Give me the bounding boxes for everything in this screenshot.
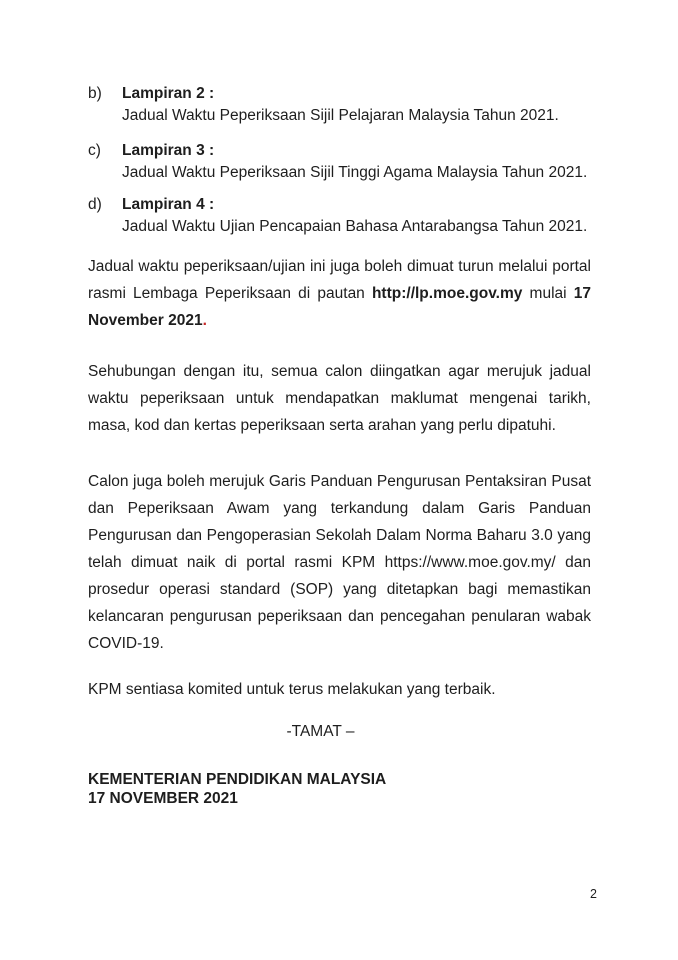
page-number: 2: [590, 887, 597, 901]
attachment-title: Lampiran 2 :: [122, 85, 215, 102]
signature-block: [88, 770, 591, 808]
list-marker: d): [88, 196, 102, 213]
signature-organization: KEMENTERIAN PENDIDIKAN MALAYSIA: [88, 771, 387, 788]
paragraph-guidelines: Calon juga boleh merujuk Garis Panduan Pengurusan Pentaksiran Pusat dan Peperiksaan Awam yang terkandung dalam Garis Panduan Pengurusan dan Pengoperasian Sekolah Dalam Norma Baharu 3.0 yang telah dimuat naik di portal rasmi KPM https://www.moe.gov.my/ dan prosedur operasi standard (SOP) yang ditetapkan bagi memastikan kelancaran pengurusan peperiksaan dan pencegahan penularan wabak COVID-19.: [88, 473, 591, 652]
download-lead-text: Jadual waktu peperiksaan/ujian ini juga boleh dimuat turun melalui portal rasmi Lembaga Peperiksaan di pautan: [88, 258, 591, 302]
list-marker: c): [88, 142, 101, 159]
availability-date-text: 17 November 2021: [88, 285, 591, 329]
attachment-body: [122, 140, 591, 184]
portal-url-text: http://lp.moe.gov.my: [371, 285, 523, 302]
paragraph-download-info: [88, 253, 591, 334]
document-content: [88, 0, 591, 808]
attachment-description: Jadual Waktu Peperiksaan Sijil Tinggi Agama Malaysia Tahun 2021.: [122, 164, 588, 181]
attachment-body: [122, 83, 591, 127]
download-middle-text: mulai: [522, 285, 574, 302]
attachment-body: [122, 194, 591, 238]
attachment-description: Jadual Waktu Ujian Pencapaian Bahasa Antarabangsa Tahun 2021.: [122, 218, 588, 235]
attachment-description: Jadual Waktu Peperiksaan Sijil Pelajaran Malaysia Tahun 2021.: [122, 107, 559, 124]
red-period: .: [202, 312, 207, 329]
list-marker: b): [88, 85, 102, 102]
paragraph-reminder: Sehubungan dengan itu, semua calon diingatkan agar merujuk jadual waktu peperiksaan untuk mendapatkan maklumat mengenai tarikh, masa, kod dan kertas peperiksaan serta arahan yang perlu dipatuhi.: [88, 363, 591, 434]
attachment-item-lampiran-3: [88, 140, 591, 184]
attachment-title: Lampiran 3 :: [122, 142, 215, 159]
paragraph-commitment: KPM sentiasa komited untuk terus melakukan yang terbaik.: [88, 681, 496, 698]
attachment-item-lampiran-4: [88, 194, 591, 238]
attachment-item-lampiran-2: [88, 83, 591, 127]
end-marker-tamat: -TAMAT –: [286, 723, 355, 740]
signature-date: 17 NOVEMBER 2021: [88, 790, 238, 807]
attachment-title: Lampiran 4 :: [122, 196, 215, 213]
